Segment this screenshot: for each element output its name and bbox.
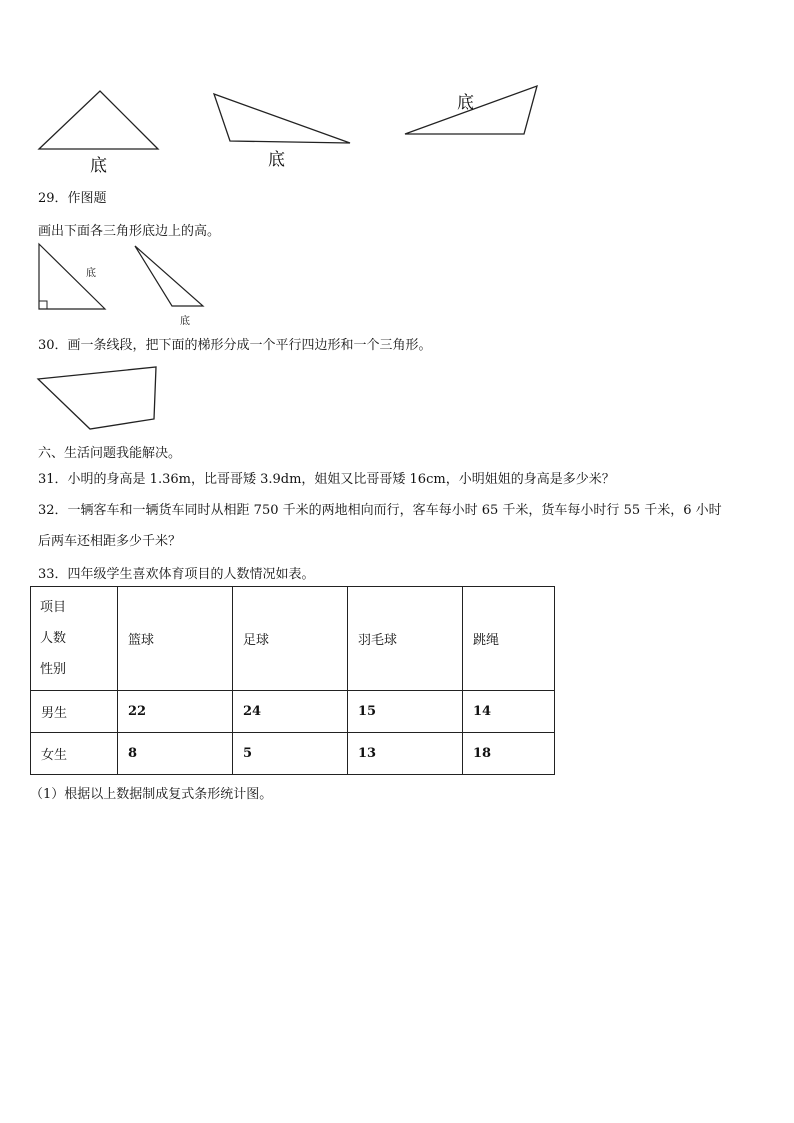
q30-body: 画一条线段，把下面的梯形分成一个平行四边形和一个三角形。	[67, 338, 432, 353]
table-corner-cell	[31, 587, 118, 691]
q33-subquestion-1: （1）根据以上数据制成复式条形统计图。	[30, 787, 273, 802]
table-cell: 24	[233, 691, 348, 733]
table-cell: 14	[463, 691, 555, 733]
base-label-1: 底	[90, 156, 107, 176]
column-header-jump-rope: 跳绳	[463, 587, 555, 691]
section-6-heading: 六、生活问题我能解决。	[38, 446, 182, 461]
q33-body: 四年级学生喜欢体育项目的人数情况如表。	[67, 567, 315, 582]
base-label-3: 底	[457, 93, 474, 113]
q32-line2: 后两车还相距多少千米？	[38, 534, 182, 549]
table-cell: 8	[118, 733, 233, 775]
q33-number: 33．	[38, 567, 68, 582]
q32-number: 32．	[38, 503, 68, 518]
table-header-row	[31, 587, 555, 691]
column-header-badminton: 羽毛球	[348, 587, 463, 691]
table-row	[31, 733, 555, 775]
column-header-basketball: 篮球	[118, 587, 233, 691]
table-cell: 18	[463, 733, 555, 775]
q33-text	[38, 563, 315, 582]
q32-body-line1: 一辆客车和一辆货车同时从相距 750 千米的两地相向而行，客车每小时 65 千米，货车每小时行 55 千米，6 小时	[67, 503, 722, 518]
q29-instruction: 画出下面各三角形底边上的高。	[38, 224, 221, 239]
column-header-football: 足球	[233, 587, 348, 691]
q32-line1	[38, 499, 722, 518]
row-label-girls: 女生	[31, 733, 118, 775]
corner-label-gender: 性别	[40, 662, 67, 677]
base-label-2: 底	[268, 150, 285, 170]
table-cell: 5	[233, 733, 348, 775]
table-row	[31, 691, 555, 733]
q30-number: 30．	[38, 338, 68, 353]
right-triangle-figure	[34, 240, 114, 315]
q29-number: 29．	[38, 191, 68, 206]
obtuse-triangle-figure	[128, 240, 213, 315]
triangle-figure-3	[400, 80, 550, 145]
q30-text	[38, 334, 432, 353]
q29-title: 作图题	[67, 191, 107, 206]
sports-table	[30, 586, 555, 775]
q31-text	[38, 468, 615, 487]
trapezoid-figure	[34, 363, 164, 435]
row-label-boys: 男生	[31, 691, 118, 733]
corner-label-count: 人数	[40, 631, 67, 646]
base-label-5: 底	[180, 316, 190, 327]
base-label-4: 底	[86, 268, 96, 279]
q29-heading	[38, 187, 107, 206]
table-cell: 13	[348, 733, 463, 775]
table-cell: 22	[118, 691, 233, 733]
table-cell: 15	[348, 691, 463, 733]
q31-number: 31．	[38, 472, 68, 487]
triangle-figure-2	[205, 85, 365, 155]
q31-body: 小明的身高是 1.36m，比哥哥矮 3.9dm，姐姐又比哥哥矮 16cm，小明姐姐的身高是多少米？	[67, 472, 615, 487]
corner-label-item: 项目	[40, 600, 67, 615]
